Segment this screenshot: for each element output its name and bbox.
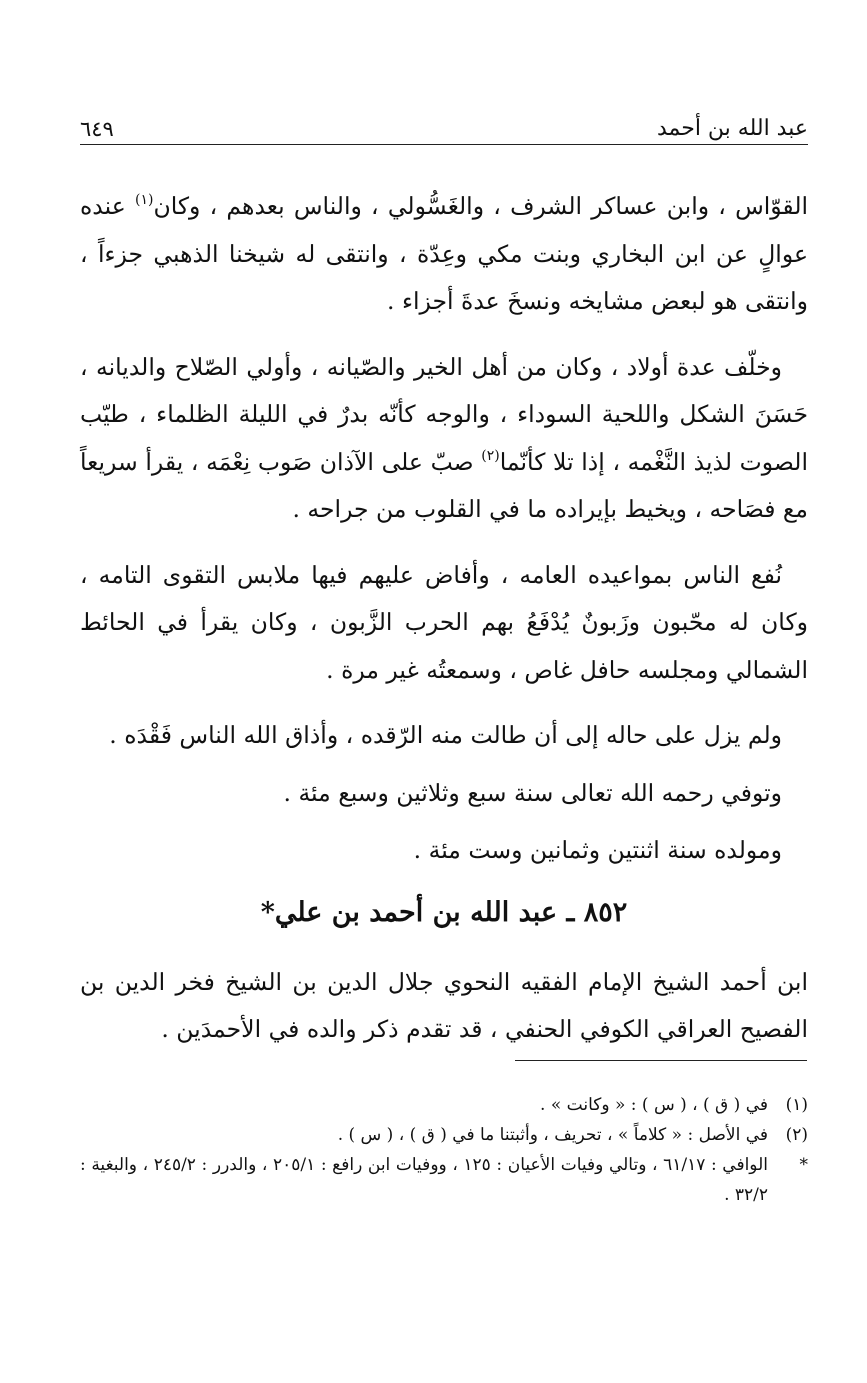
paragraph-5: وتوفي رحمه الله تعالى سنة سبع وثلاثين وسبع مئة .: [283, 778, 782, 807]
footnote-text: في الأصل : « كلاماً » ، تحريف ، وأثبتنا ما في ( ق ) ، ( س ) .: [337, 1125, 768, 1145]
footnote-sources: [80, 1150, 808, 1210]
footnote-divider: [515, 1060, 807, 1061]
footnote-text: الوافي : ٦١/١٧ ، وتالي وفيات الأعيان : ١٢٥ ، ووفيات ابن رافع : ٢٠٥/١ ، والدرر : ٢٤٥/٢ ، والبغية : ٣٢/٢ .: [80, 1155, 768, 1205]
paragraph-2-continued: صبّ على الآذان صَوب نِعْمَه ، يقرأ سريعاً مع فصَاحه ، ويخيط بإيراده ما في القلوب من جراحه .: [80, 447, 808, 523]
main-text: [80, 183, 808, 1054]
footnote-ref-2: (٢): [481, 447, 500, 464]
page-header: [80, 108, 808, 145]
running-title: عبد الله بن أحمد: [656, 116, 808, 141]
footnote-1: [80, 1090, 808, 1120]
paragraph-7: ابن أحمد الشيخ الإمام الفقيه النحوي جلال الدين بن الشيخ فخر الدين بن الفصيح العراقي الكوفي الحنفي ، قد تقدم ذكر والده في الأحمدَين .: [80, 967, 808, 1043]
entry-heading: ٨٥٢ ـ عبد الله بن أحمد بن علي*: [260, 896, 628, 928]
paragraph-3: نُفع الناس بمواعيده العامه ، وأفاض عليهم فيها ملابس التقوى التامه ، وكان له محّبون وزَبونٌ يُدْفَعُ بهم الحرب الزَّبون ، وكان يقرأ في الحائط الشمالي ومجلسه حافل غاص ، وسمعتُه غير مرة .: [80, 560, 808, 684]
footnotes: [80, 1090, 808, 1210]
footnote-mark: (١): [785, 1095, 808, 1115]
footnote-mark: *: [799, 1155, 808, 1175]
paragraph-2-text: وخلّف عدة أولاد ، وكان من أهل الخير والصّيانه ، وأولي الصّلاح والديانه ، حَسَنَ الشكل واللحية السوداء ، والوجه كأنّه بدرٌ في الليلة الظلماء ، طيّب الصوت لذيذ النَّغْمه ، إذا تلا كأنّما: [80, 352, 808, 476]
footnote-text: في ( ق ) ، ( س ) : « وكانت » .: [540, 1095, 768, 1115]
paragraph-2: [80, 344, 808, 534]
paragraph-1-continued: عنده عوالٍ عن ابن البخاري وبنت مكي وعِدّة ، وانتقى له شيخنا الذهبي جزءاً ، وانتقى هو لبعض مشايخه ونسخَ عدةَ أجزاء .: [80, 192, 808, 315]
paragraph-6: ومولده سنة اثنتين وثمانين وست مئة .: [413, 836, 782, 864]
footnote-2: [80, 1120, 808, 1150]
paragraph-1-text: القوّاس ، وابن عساكر الشرف ، والغَسُّولي ، والناس بعدهم ، وكان: [153, 192, 809, 220]
paragraph-4: ولم يزل على حاله إلى أن طالت منه الرّقده ، وأذاق الله الناس فَقْدَه .: [109, 721, 782, 749]
page-number: ٦٤٩: [80, 117, 114, 141]
footnote-ref-1: (١): [134, 192, 154, 208]
paragraph-1: [80, 183, 808, 326]
footnote-mark: (٢): [785, 1125, 808, 1145]
